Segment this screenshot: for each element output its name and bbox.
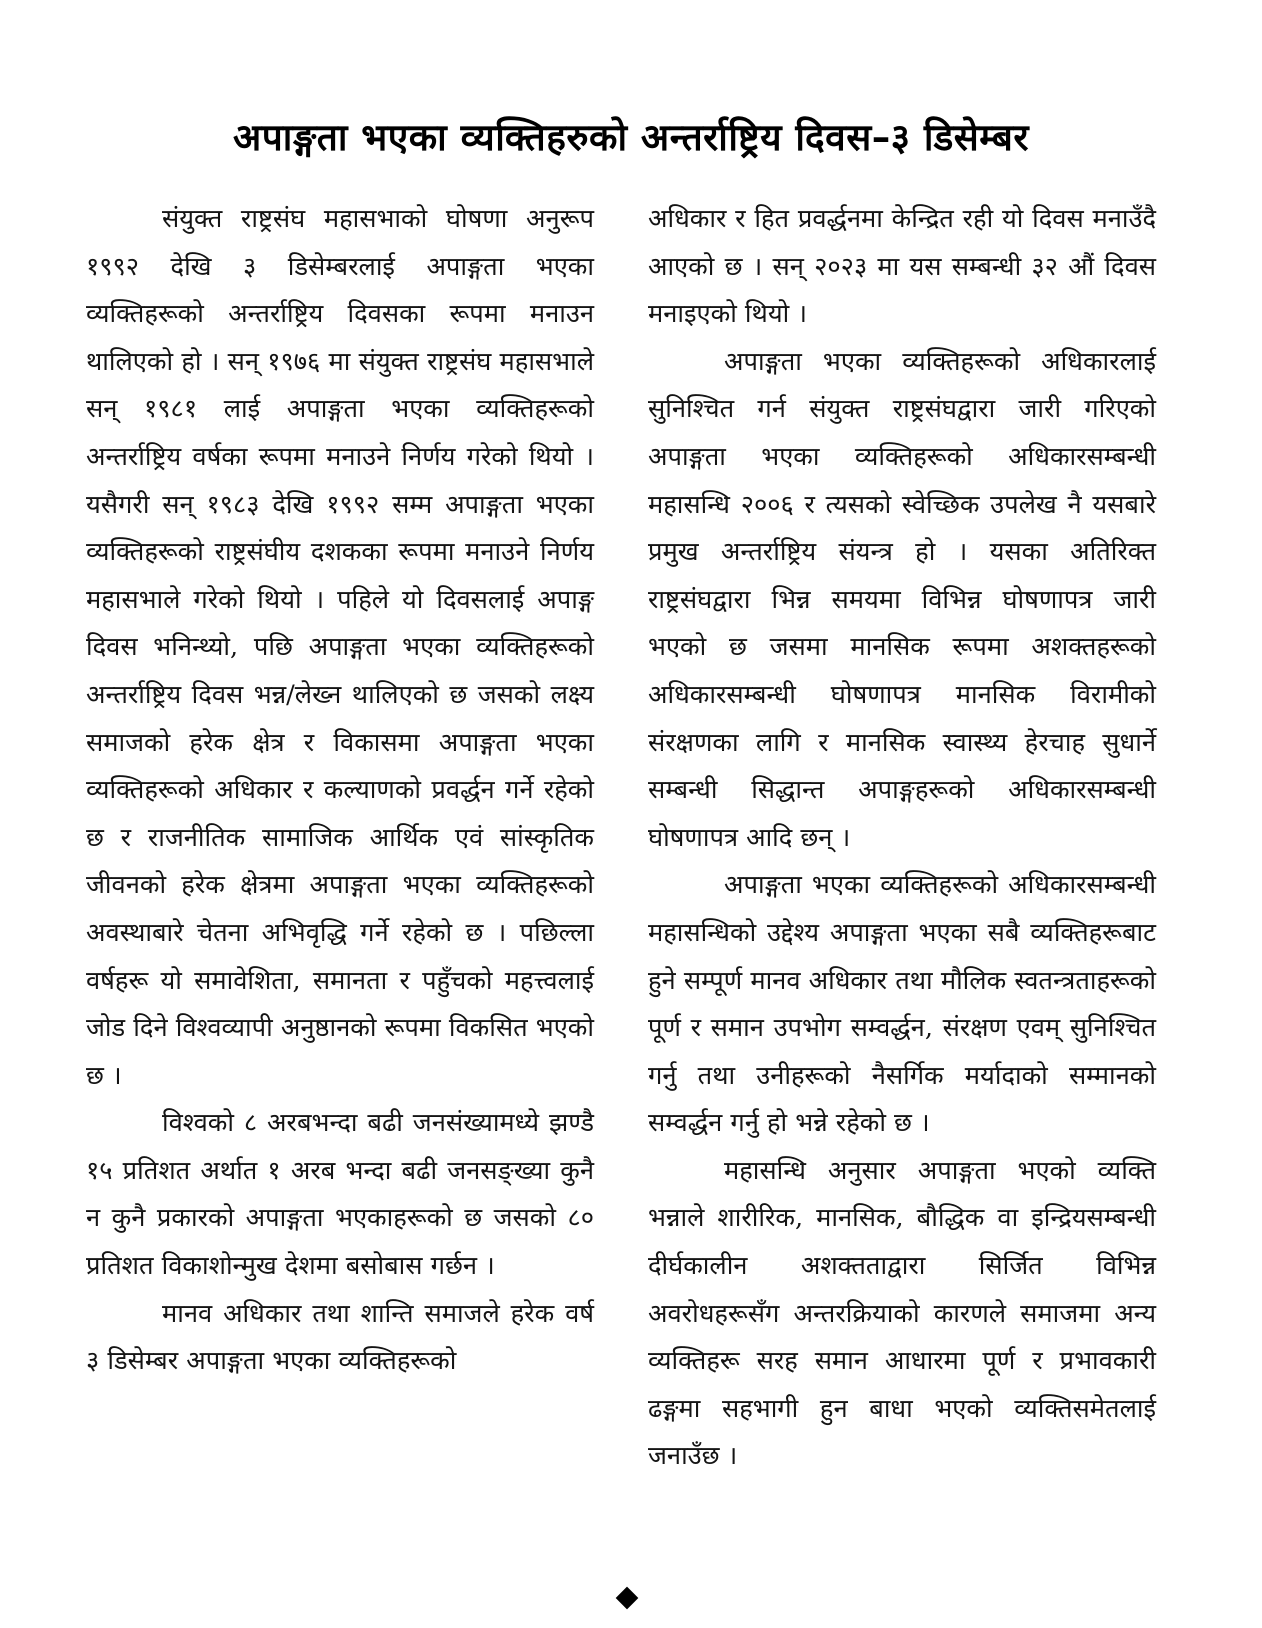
left-column: [86, 196, 594, 1386]
paragraph-history: संयुक्त राष्ट्रसंघ महासभाको घोषणा अनुरूप १९९२ देखि ३ डिसेम्बरलाई अपाङ्गता भएका व्यक्तिहरूको अन्तर्राष्ट्रिय दिवसका रूपमा मनाउन थालिएको हो । सन् १९७६ मा संयुक्त राष्ट्रसंघ महासभाले सन् १९८१ लाई अपाङ्गता भएका व्यक्तिहरूको अन्तर्राष्ट्रिय वर्षका रूपमा मनाउने निर्णय गरेको थियो । यसैगरी सन् १९८३ देखि १९९२ सम्म अपाङ्गता भएका व्यक्तिहरूको राष्ट्रसंघीय दशकका रूपमा मनाउने निर्णय महासभाले गरेको थियो । पहिले यो दिवसलाई अपाङ्ग दिवस भनिन्थ्यो, पछि अपाङ्गता भएका व्यक्तिहरूको अन्तर्राष्ट्रिय दिवस भन्न/लेख्न थालिएको छ जसको लक्ष्य समाजको हरेक क्षेत्र र विकासमा अपाङ्गता भएका व्यक्तिहरूको अधिकार र कल्याणको प्रवर्द्धन गर्ने रहेको छ र राजनीतिक सामाजिक आर्थिक एवं सांस्कृतिक जीवनको हरेक क्षेत्रमा अपाङ्गता भएका व्यक्तिहरूको अवस्थाबारे चेतना अभिवृद्धि गर्ने रहेको छ । पछिल्ला वर्षहरू यो समावेशिता, समानता र पहुँचको महत्त्वलाई जोड दिने विश्वव्यापी अनुष्ठानको रूपमा विकसित भएको छ ।: [86, 204, 594, 1091]
right-column: [648, 196, 1156, 1481]
page-marker-diamond-icon: [616, 1587, 639, 1610]
page-title: अपाङ्गता भएका व्यक्तिहरुको अन्तर्राष्ट्रिय दिवस–३ डिसेम्बर: [232, 115, 1030, 159]
paragraph-continuation: अधिकार र हित प्रवर्द्धनमा केन्द्रित रही यो दिवस मनाउँदै आएको छ । सन् २०२३ मा यस सम्बन्धी ३२ औं दिवस मनाइएको थियो ।: [648, 204, 1156, 330]
paragraph-population: विश्वको ८ अरबभन्दा बढी जनसंख्यामध्ये झण्डै १५ प्रतिशत अर्थात १ अरब भन्दा बढी जनसङ्ख्या कुनै न कुनै प्रकारको अपाङ्गता भएकाहरूको छ जसको ८० प्रतिशत विकाशोन्मुख देशमा बसोबास गर्छन ।: [86, 1108, 594, 1282]
paragraph-convention: अपाङ्गता भएका व्यक्तिहरूको अधिकारलाई सुनिश्चित गर्न संयुक्त राष्ट्रसंघद्वारा जारी गरिएको अपाङ्गता भएका व्यक्तिहरूको अधिकारसम्बन्धी महासन्धि २००६ र त्यसको स्वेच्छिक उपलेख नै यसबारे प्रमुख अन्तर्राष्ट्रिय संयन्त्र हो । यसका अतिरिक्त राष्ट्रसंघद्वारा भिन्न समयमा विभिन्न घोषणापत्र जारी भएको छ जसमा मानसिक रूपमा अशक्तहरूको अधिकारसम्बन्धी घोषणापत्र मानसिक विरामीको संरक्षणका लागि र मानसिक स्वास्थ्य हेरचाह सुधार्ने सम्बन्धी सिद्धान्त अपाङ्गहरूको अधिकारसम्बन्धी घोषणापत्र आदि छन् ।: [648, 346, 1156, 853]
paragraph-definition: महासन्धि अनुसार अपाङ्गता भएको व्यक्ति भन्नाले शारीरिक, मानसिक, बौद्धिक वा इन्द्रियसम्बन्धी दीर्घकालीन अशक्तताद्वारा सिर्जित विभिन्न अवरोधहरूसँग अन्तरक्रियाको कारणले समाजमा अन्य व्यक्तिहरू सरह समान आधारमा पूर्ण र प्रभावकारी ढङ्गमा सहभागी हुन बाधा भएको व्यक्तिसमेतलाई जनाउँछ ।: [648, 1155, 1156, 1472]
paragraph-purpose: अपाङ्गता भएका व्यक्तिहरूको अधिकारसम्बन्धी महासन्धिको उद्देश्य अपाङ्गता भएका सबै व्यक्तिहरूबाट हुने सम्पूर्ण मानव अधिकार तथा मौलिक स्वतन्त्रताहरूको पूर्ण र समान उपभोग सम्वर्द्धन, संरक्षण एवम् सुनिश्चित गर्नु तथा उनीहरूको नैसर्गिक मर्यादाको सम्मानको सम्वर्द्धन गर्नु हो भन्ने रहेको छ ।: [648, 870, 1156, 1139]
paragraph-society: मानव अधिकार तथा शान्ति समाजले हरेक वर्ष ३ डिसेम्बर अपाङ्गता भएका व्यक्तिहरूको: [86, 1298, 594, 1377]
